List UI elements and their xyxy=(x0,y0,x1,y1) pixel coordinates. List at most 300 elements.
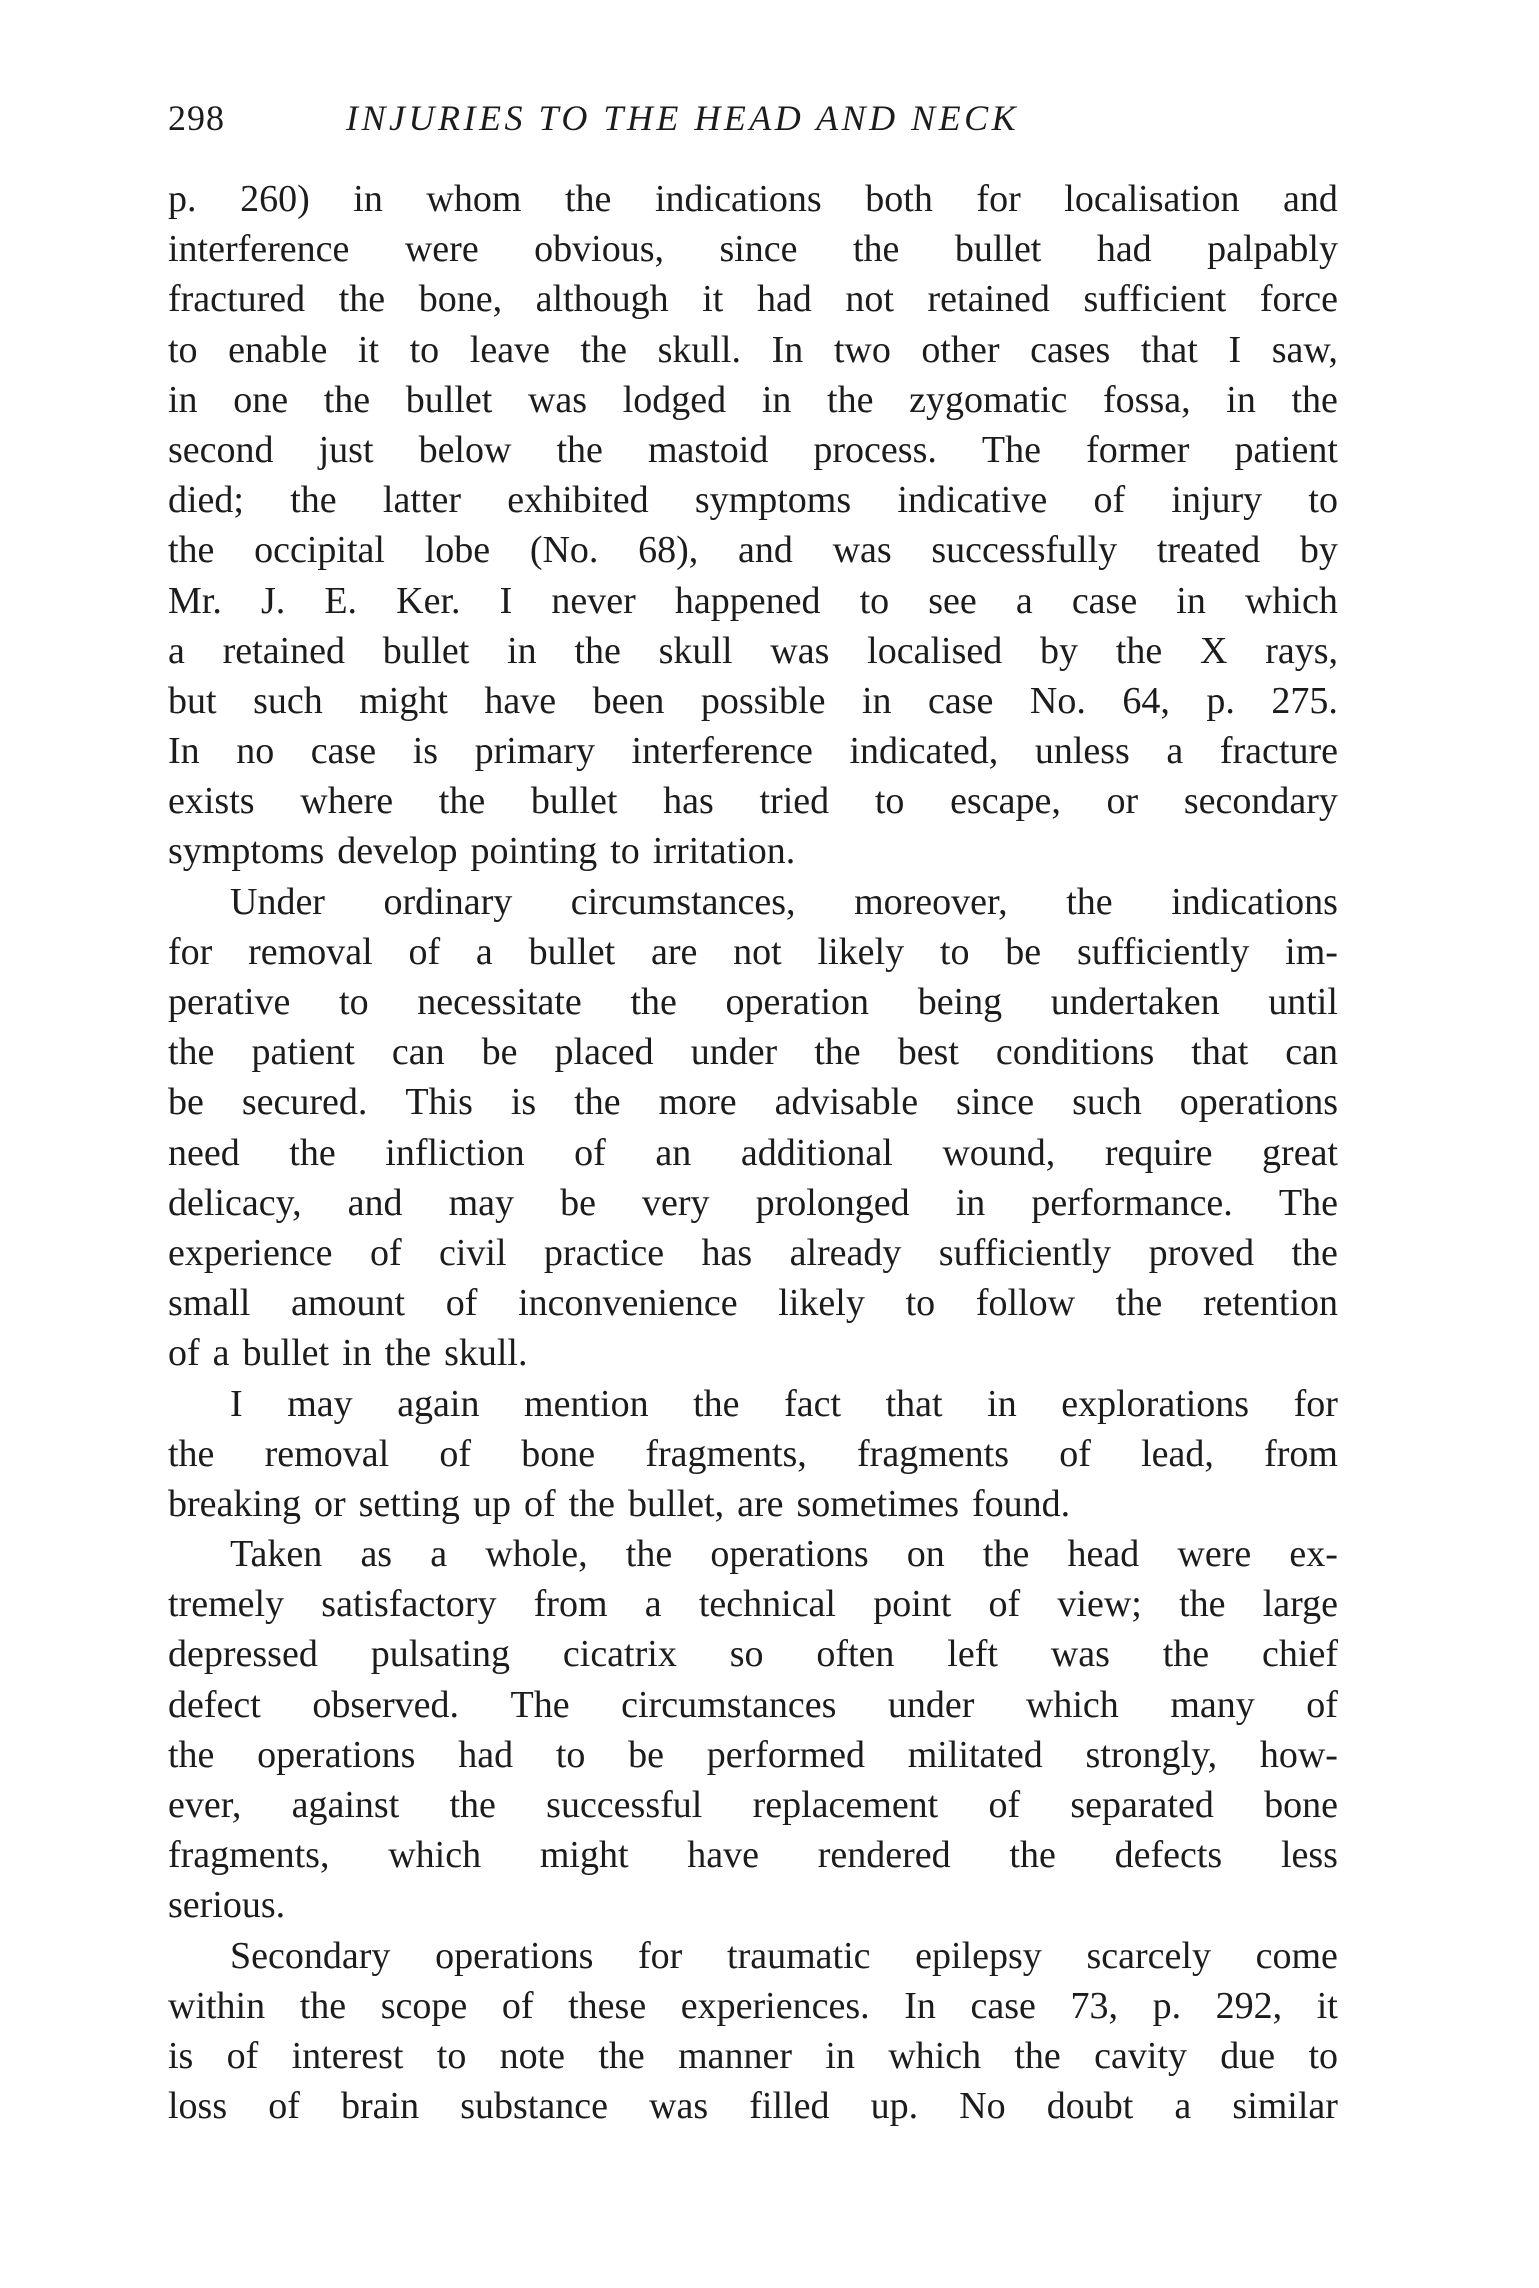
word: breaking xyxy=(168,1482,301,1525)
word: a xyxy=(168,629,185,672)
word: to xyxy=(939,930,970,973)
word: pointing xyxy=(470,830,598,873)
word: that xyxy=(885,1382,943,1425)
word: cases xyxy=(1030,328,1111,371)
word: be xyxy=(628,1733,664,1776)
word: but xyxy=(168,679,217,722)
word: in xyxy=(861,679,892,722)
word: since xyxy=(719,228,798,271)
word: very xyxy=(642,1181,710,1224)
word: the xyxy=(814,1031,861,1074)
text-line xyxy=(168,776,1338,826)
word: to xyxy=(339,981,369,1023)
word: other xyxy=(921,328,1000,371)
word: filled xyxy=(749,2085,830,2128)
word: see xyxy=(928,579,977,622)
word: to xyxy=(1308,2034,1338,2077)
word: escape, xyxy=(950,780,1061,823)
word: brain xyxy=(341,2085,420,2128)
word: pulsating xyxy=(370,1633,511,1676)
word: up. xyxy=(870,2085,919,2128)
word: might xyxy=(539,1834,629,1877)
word: bullet xyxy=(530,780,618,823)
word: skull. xyxy=(444,1332,528,1375)
word: and xyxy=(1283,178,1338,220)
word: scarcely xyxy=(1086,1934,1211,1977)
page-number: 298 xyxy=(168,98,225,138)
word: to xyxy=(905,1282,936,1325)
word: primary xyxy=(474,730,595,773)
word: had xyxy=(756,278,812,321)
word: the xyxy=(168,1432,215,1475)
word: by xyxy=(1040,629,1078,672)
word: both xyxy=(865,178,933,220)
word: localisation xyxy=(1064,178,1240,220)
word: the xyxy=(1009,1834,1056,1877)
word: bullet xyxy=(528,930,616,973)
word: the xyxy=(168,1031,215,1074)
word: rendered xyxy=(817,1834,951,1877)
word: to xyxy=(409,328,440,371)
word: or xyxy=(313,1482,346,1525)
word: was xyxy=(1050,1633,1110,1676)
word: removal xyxy=(264,1432,390,1475)
word: the xyxy=(574,629,621,672)
word: 68), xyxy=(638,529,699,572)
text-line xyxy=(168,2081,1338,2131)
word: or xyxy=(1106,780,1139,823)
word: the xyxy=(827,378,874,421)
word: bone, xyxy=(418,278,503,321)
word: the xyxy=(1014,2034,1061,2077)
text-line xyxy=(168,927,1338,977)
word: retention xyxy=(1202,1282,1338,1325)
text-line xyxy=(168,1880,1338,1930)
word: no xyxy=(236,730,275,773)
paragraph xyxy=(168,1529,1338,1931)
word: of xyxy=(1306,1683,1338,1726)
word: interference xyxy=(168,228,350,271)
word: bullet xyxy=(382,629,470,672)
word: the xyxy=(168,529,215,572)
word: a xyxy=(1166,730,1184,773)
word: treated xyxy=(1156,529,1261,572)
text-line xyxy=(168,626,1338,676)
word: below xyxy=(418,428,512,471)
word: be xyxy=(168,1081,204,1124)
text-line xyxy=(168,1529,1338,1579)
word: best xyxy=(897,1031,959,1074)
word: the xyxy=(1162,1633,1210,1676)
word: by xyxy=(1299,529,1338,572)
text-line xyxy=(168,375,1338,425)
word: so xyxy=(729,1633,764,1676)
word: performance. xyxy=(1031,1181,1233,1224)
word: never xyxy=(551,579,636,622)
word: second xyxy=(168,428,274,471)
word: the xyxy=(625,1533,673,1576)
word: the xyxy=(693,1382,740,1425)
text-line xyxy=(168,2031,1338,2081)
word: the xyxy=(384,1332,432,1375)
word: former xyxy=(1086,428,1190,471)
word: under xyxy=(887,1683,975,1726)
word: just xyxy=(318,428,374,471)
word: operations xyxy=(710,1533,869,1576)
word: process. xyxy=(813,428,937,471)
word: serious. xyxy=(168,1884,286,1927)
word: be xyxy=(560,1181,596,1224)
word: until xyxy=(1268,981,1338,1023)
word: to xyxy=(859,579,890,622)
word: in xyxy=(955,1181,986,1224)
word: the xyxy=(168,1733,215,1776)
word: delicacy, xyxy=(168,1181,302,1224)
word: indications xyxy=(1171,880,1338,923)
word: were xyxy=(1177,1533,1252,1576)
word: practice xyxy=(543,1231,665,1274)
word: of xyxy=(523,1482,556,1525)
word: mention xyxy=(524,1382,649,1425)
word: that xyxy=(1140,328,1198,371)
word: often xyxy=(816,1633,895,1676)
word: it xyxy=(702,278,724,321)
word: sufficient xyxy=(1083,278,1227,321)
word: has xyxy=(701,1231,753,1274)
word: ever, xyxy=(168,1784,242,1826)
word: The xyxy=(510,1683,570,1726)
word: the xyxy=(630,981,677,1023)
word: sufficiently xyxy=(938,1231,1112,1274)
word: Under xyxy=(230,880,325,923)
word: irritation. xyxy=(652,830,796,873)
word: (No. xyxy=(529,529,599,572)
paragraph xyxy=(168,174,1338,877)
word: exhibited xyxy=(507,479,649,522)
word: need xyxy=(168,1131,240,1174)
text-line xyxy=(168,1629,1338,1679)
word: can xyxy=(391,1031,445,1074)
word: saw, xyxy=(1271,328,1338,371)
word: as xyxy=(360,1533,393,1576)
word: manner xyxy=(678,2034,793,2077)
word: had xyxy=(458,1733,514,1776)
paragraph xyxy=(168,1931,1338,2132)
word: the xyxy=(568,1482,616,1525)
word: in xyxy=(507,629,537,672)
word: operations xyxy=(435,1934,594,1977)
word: up xyxy=(472,1482,511,1525)
word: which xyxy=(888,2034,982,2077)
word: case xyxy=(1071,579,1138,622)
word: have xyxy=(687,1834,759,1877)
word: successful xyxy=(546,1784,703,1826)
word: amount xyxy=(291,1282,406,1325)
word: operations xyxy=(1179,1081,1338,1124)
word: require xyxy=(1104,1131,1213,1174)
word: bullet xyxy=(405,378,493,421)
running-head xyxy=(168,96,1338,140)
word: the xyxy=(1066,880,1113,923)
word: retained xyxy=(222,629,346,672)
text-line xyxy=(168,1278,1338,1328)
word: observed. xyxy=(312,1683,460,1726)
word: 64, xyxy=(1122,679,1170,722)
word: latter xyxy=(382,479,461,522)
word: is xyxy=(510,1081,537,1124)
word: circumstances xyxy=(621,1683,837,1726)
word: cavity xyxy=(1094,2034,1187,2077)
word: have xyxy=(484,679,557,722)
word: a xyxy=(1015,579,1033,622)
text-line xyxy=(168,676,1338,726)
word: technical xyxy=(698,1583,836,1626)
word: moreover, xyxy=(854,880,1008,923)
word: for xyxy=(638,1934,683,1977)
text-line xyxy=(168,1027,1338,1077)
word: rays, xyxy=(1265,629,1338,672)
word: whom xyxy=(426,178,522,220)
word: has xyxy=(663,780,714,823)
word: patient xyxy=(251,1031,355,1074)
word: undertaken xyxy=(1050,981,1220,1023)
word: the xyxy=(449,1784,496,1826)
word: these xyxy=(568,1984,647,2027)
word: to xyxy=(555,1733,586,1776)
word: the xyxy=(1115,1282,1163,1325)
word: experiences. xyxy=(680,1984,870,2027)
word: circumstances, xyxy=(570,880,796,923)
text-line xyxy=(168,726,1338,776)
word: bullet xyxy=(954,228,1042,271)
word: chief xyxy=(1262,1633,1338,1676)
word: was xyxy=(527,378,588,421)
word: for xyxy=(1293,1382,1338,1425)
word: in xyxy=(825,2034,855,2077)
word: tremely xyxy=(168,1583,285,1626)
word: it xyxy=(1316,1984,1338,2027)
word: to xyxy=(436,2034,467,2077)
word: I xyxy=(499,579,513,622)
word: which xyxy=(388,1834,482,1877)
word: the xyxy=(574,1081,621,1124)
word: epilepsy xyxy=(915,1934,1042,1977)
word: operation xyxy=(725,981,870,1023)
word: in xyxy=(168,378,198,421)
word: occipital xyxy=(254,529,385,572)
word: fact xyxy=(784,1382,842,1425)
word: are xyxy=(650,930,698,973)
word: ex- xyxy=(1289,1533,1338,1576)
word: militated xyxy=(907,1733,1043,1776)
word: conditions xyxy=(995,1031,1155,1074)
word: from xyxy=(533,1583,608,1626)
word: the xyxy=(556,428,603,471)
word: performed xyxy=(706,1733,865,1776)
word: necessitate xyxy=(417,981,582,1023)
word: traumatic xyxy=(727,1934,871,1977)
word: im- xyxy=(1285,930,1338,973)
word: in xyxy=(987,1382,1017,1425)
word: and xyxy=(738,529,793,572)
word: under xyxy=(690,1031,778,1074)
word: the xyxy=(323,378,371,421)
word: case xyxy=(970,1984,1036,2027)
text-line xyxy=(168,1981,1338,2031)
word: zygomatic xyxy=(909,378,1068,421)
word: X xyxy=(1199,629,1228,672)
word: civil xyxy=(438,1231,507,1274)
word: I xyxy=(230,1382,243,1425)
word: and xyxy=(347,1181,403,1224)
word: force xyxy=(1259,278,1338,321)
word: lobe xyxy=(424,529,491,572)
word: many xyxy=(1170,1683,1255,1726)
word: Secondary xyxy=(230,1934,391,1977)
word: although xyxy=(535,278,669,321)
word: enable xyxy=(228,328,328,371)
word: of xyxy=(268,2085,300,2128)
paragraph xyxy=(168,1379,1338,1530)
word: such xyxy=(253,679,323,722)
word: a xyxy=(475,930,493,973)
word: perative xyxy=(168,981,291,1023)
word: p. xyxy=(1206,679,1235,722)
word: The xyxy=(981,428,1041,471)
word: which xyxy=(1025,1683,1119,1726)
word: likely xyxy=(778,1282,865,1325)
word: died; xyxy=(168,479,244,522)
word: depressed xyxy=(168,1633,318,1676)
word: it xyxy=(357,328,380,371)
word: prolonged xyxy=(755,1181,910,1224)
word: which xyxy=(1244,579,1338,622)
word: for xyxy=(168,930,213,973)
body-text xyxy=(168,174,1338,2131)
word: the xyxy=(564,178,612,220)
word: be xyxy=(1005,930,1042,973)
word: operations xyxy=(257,1733,416,1776)
word: patient xyxy=(1234,428,1338,471)
word: No. xyxy=(1029,679,1086,722)
word: against xyxy=(291,1784,400,1826)
word: in xyxy=(342,1332,372,1375)
word: one xyxy=(233,378,289,421)
text-line xyxy=(168,1680,1338,1730)
word: possible xyxy=(700,679,826,722)
word: such xyxy=(1072,1081,1142,1124)
word: explorations xyxy=(1061,1382,1250,1425)
text-line xyxy=(168,1730,1338,1780)
text-line xyxy=(168,1379,1338,1429)
word: substance xyxy=(460,2085,608,2128)
word: similar xyxy=(1232,2085,1338,2128)
text-line xyxy=(168,1479,1338,1529)
word: being xyxy=(917,981,1003,1023)
word: unless xyxy=(1034,730,1130,773)
word: can xyxy=(1285,1031,1338,1074)
word: small xyxy=(168,1282,251,1325)
text-line xyxy=(168,224,1338,274)
word: note xyxy=(499,2034,566,2077)
word: happened xyxy=(674,579,821,622)
word: to xyxy=(874,780,905,823)
running-title: INJURIES TO THE HEAD AND NECK xyxy=(346,98,1020,138)
word: to xyxy=(168,328,198,371)
word: in xyxy=(1176,579,1206,622)
word: symptoms xyxy=(168,830,325,873)
word: again xyxy=(397,1382,480,1425)
word: the xyxy=(438,780,486,823)
word: scope xyxy=(380,1984,468,2027)
word: setting xyxy=(358,1482,460,1525)
word: may xyxy=(287,1382,353,1425)
word: satisfactory xyxy=(321,1583,497,1626)
word: secondary xyxy=(1183,780,1338,823)
word: fragments xyxy=(857,1432,1009,1475)
word: to xyxy=(610,830,640,873)
word: This xyxy=(405,1081,473,1124)
word: may xyxy=(448,1181,515,1224)
word: less xyxy=(1280,1834,1338,1877)
word: 73, xyxy=(1070,1984,1118,2027)
word: localised xyxy=(867,629,1003,672)
word: of xyxy=(445,1282,478,1325)
text-line xyxy=(168,274,1338,324)
word: indicated, xyxy=(849,730,999,773)
text-line xyxy=(168,1780,1338,1830)
word: No xyxy=(959,2085,1006,2128)
text-line xyxy=(168,475,1338,525)
word: lead, xyxy=(1141,1432,1214,1475)
word: separated xyxy=(1070,1784,1214,1826)
word: defect xyxy=(168,1683,261,1726)
paragraph xyxy=(168,877,1338,1379)
word: of xyxy=(1059,1432,1091,1475)
word: successfully xyxy=(931,529,1118,572)
word: of xyxy=(988,1583,1021,1626)
word: is xyxy=(168,2034,194,2077)
word: interference xyxy=(631,730,813,773)
word: bone xyxy=(521,1432,596,1475)
word: is xyxy=(412,730,439,773)
word: in xyxy=(761,378,792,421)
word: how- xyxy=(1259,1733,1338,1776)
word: additional xyxy=(740,1131,893,1174)
word: left xyxy=(947,1633,998,1676)
word: case xyxy=(310,730,377,773)
text-line xyxy=(168,576,1338,626)
word: proved xyxy=(1148,1231,1255,1274)
word: not xyxy=(845,278,894,321)
text-line xyxy=(168,877,1338,927)
word: had xyxy=(1096,228,1152,271)
word: been xyxy=(592,679,665,722)
text-line xyxy=(168,826,1338,876)
text-line xyxy=(168,425,1338,475)
word: skull. xyxy=(657,328,741,371)
word: of xyxy=(501,1984,534,2027)
word: tried xyxy=(759,780,830,823)
word: since xyxy=(956,1081,1035,1124)
text-line xyxy=(168,1228,1338,1278)
word: large xyxy=(1262,1583,1338,1626)
text-line xyxy=(168,1128,1338,1178)
word: a xyxy=(644,1583,662,1626)
word: the xyxy=(1179,1583,1226,1626)
word: leave xyxy=(469,328,550,371)
word: J. xyxy=(260,579,286,622)
